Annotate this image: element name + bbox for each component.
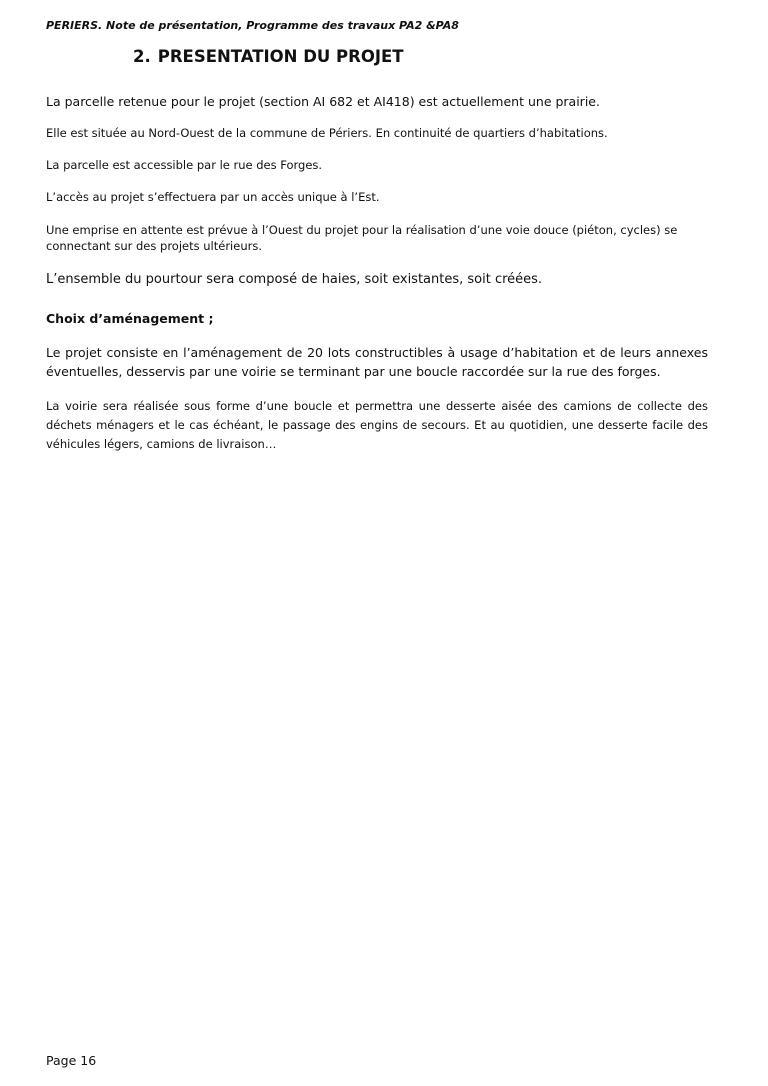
paragraph-access-street: La parcelle est accessible par le rue des Forges. <box>46 158 323 172</box>
paragraph-lots: Le projet consiste en l’aménagement de 20 lots constructibles à usage d’habitation et de leurs annexes éventuelles, desservis par une voirie se terminant par une boucle raccordée sur la rue des forges. <box>46 345 708 379</box>
section-heading <box>133 47 404 66</box>
paragraph-hedges: L’ensemble du pourtour sera composé de haies, soit existantes, soit créées. <box>46 272 543 287</box>
page-number: Page 16 <box>46 1053 97 1068</box>
paragraph-roadway: La voirie sera réalisée sous forme d’une boucle et permettra une desserte aisée des camions de collecte des déchets ménagers et le cas échéant, le passage des engins de secours. Et au quotidien, une desserte facile des véhicules légers, camions de livraison… <box>46 399 708 451</box>
paragraph-parcel: La parcelle retenue pour le projet (section AI 682 et AI418) est actuellement une prairie. <box>46 94 600 109</box>
running-header: PERIERS. Note de présentation, Programme des travaux PA2 &PA8 <box>46 19 459 32</box>
section-title: PRESENTATION DU PROJET <box>157 47 404 66</box>
subsection-heading: Choix d’aménagement ; <box>46 311 214 326</box>
paragraph-access-east: L’accès au projet s’effectuera par un accès unique à l’Est. <box>46 190 380 204</box>
paragraph-location: Elle est située au Nord-Ouest de la commune de Périers. En continuité de quartiers d’habitations. <box>46 126 608 140</box>
paragraph-greenway: Une emprise en attente est prévue à l’Ouest du projet pour la réalisation d’une voie douce (piéton, cycles) se connectant sur des projets ultérieurs. <box>46 223 678 253</box>
section-number: 2. <box>133 47 151 66</box>
